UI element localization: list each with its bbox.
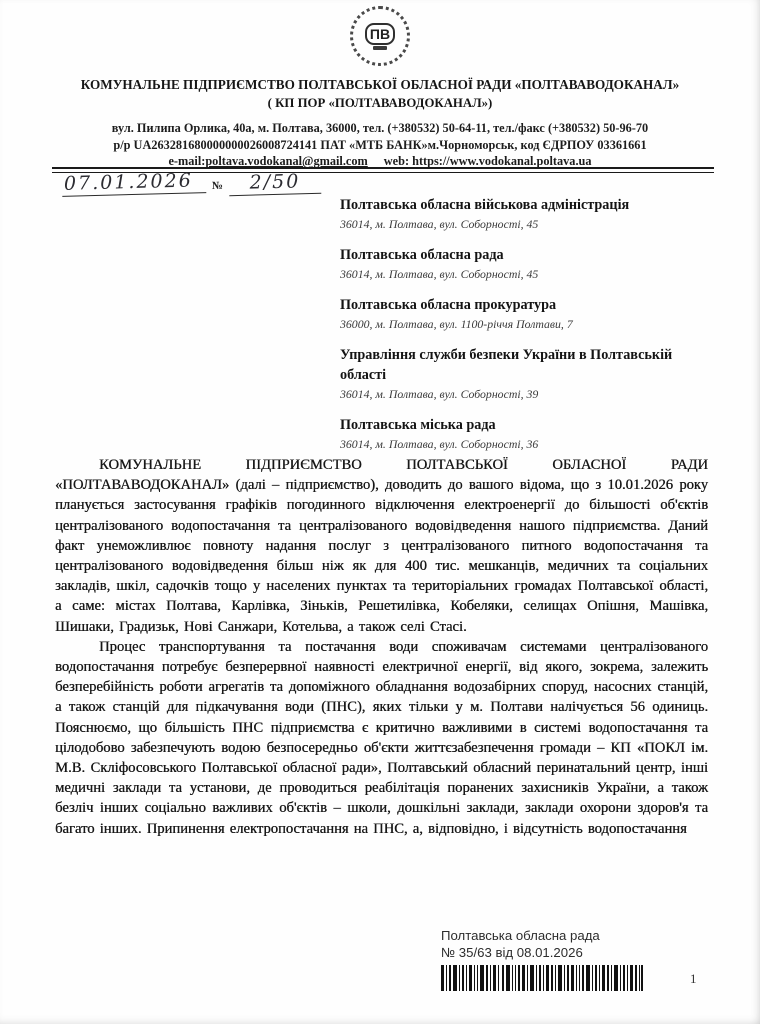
recipient: [340, 245, 690, 282]
recipient-name: Полтавська обласна військова адміністрація: [340, 197, 630, 213]
recipient-name: Полтавська обласна рада: [340, 247, 504, 263]
company-short-name: ( КП ПОР «ПОЛТАВАВОДОКАНАЛ»): [267, 96, 493, 110]
letter-body: [55, 455, 708, 839]
body-paragraph-2: Процес транспортування та постачання води споживачам системами централізованого водопостачання потребує безперервної наявності електричної енергії, від якого, зокрема, залежить безперебійність роботи агрегатів та допоміжного обладнання водозабірних споруд, насосних станцій, а також станцій для підкачування води (ПНС), яких тільки у м. Полтави налічується 56 одиниць. Пояснюємо, що більшість ПНС підприємства є критично важливими в системі водопостачання та цілодобово забезпечують водою безпосередньо об'єкти життєзабезпечення громади – КП «ПОКЛ ім. М.В. Скліфосовського Полтавської обласної ради», Полтавський обласний перинатальний центр, інші медичні заклади та установи, де проводиться реабілітація поранених захисників України, а також безліч інших соціально важливих об'єктів – школи, дошкільні заклади, заклади охорони здоров'я та багато інших. Припинення електропостачання на ПНС, а, відповідно, і відсутність водопостачання: [55, 638, 708, 837]
company-logo: [350, 6, 410, 66]
recipient: [340, 295, 690, 332]
logo-year-mark: [373, 46, 387, 50]
stamp-registration-number: № 35/63 від 08.01.2026: [441, 944, 583, 960]
recipient-name: Полтавська міська рада: [340, 417, 496, 433]
page-number: 1: [690, 971, 697, 986]
recipient: [340, 415, 690, 452]
reference-line: [62, 171, 332, 195]
recipient-address: 36014, м. Полтава, вул. Соборності, 45: [340, 267, 539, 281]
company-bank-account: р/р UA263281680000000026008724141 ПАТ «МТБ БАНК»м.Чорноморськ, код ЄДРПОУ 03361661: [113, 137, 647, 152]
recipient: [340, 195, 690, 232]
logo-monogram: ПВ: [365, 23, 395, 45]
recipient-address: 36014, м. Полтава, вул. Соборності, 39: [340, 387, 539, 401]
company-email: poltava.vodokanal@gmail.com: [205, 154, 368, 168]
recipient-name: Полтавська обласна прокуратура: [340, 297, 557, 313]
email-label: e-mail:: [168, 154, 206, 168]
company-website: web: https://www.vodokanal.poltava.ua: [383, 154, 592, 168]
letterhead-contacts: [30, 120, 730, 170]
barcode: [441, 965, 643, 991]
recipient-name: Управління служби безпеки України в Полтавській області: [340, 347, 673, 383]
recipient: [340, 345, 690, 402]
body-paragraph-1: КОМУНАЛЬНЕ ПІДПРИЄМСТВО ПОЛТАВСЬКОЇ ОБЛАСНОЇ РАДИ «ПОЛТАВАВОДОКАНАЛ» (далі – підприємство), доводить до вашого відома, що з 10.01.2026 року планується застосування графіків погодинного відключення електроенергії до більшості об'єктів централізованого водопостачання та централізованого водовідведення нашого підприємства. Даний факт унеможливлює повноту надання послуг з централізованого питного водопостачання та централізованого водовідведення більш ніж як для 400 тис. мешканців, медичних та соціальних закладів, шкіл, садочків тощо у населених пунктах та територіальних громадах Полтавської області, а саме: містах Полтава, Карлівка, Зіньків, Решетилівка, Кобеляки, селищах Опішня, Машівка, Шишаки, Градизьк, Нові Санжари, Котельва, а також селі Стасі.: [55, 457, 708, 635]
recipient-address: 36014, м. Полтава, вул. Соборності, 36: [340, 437, 539, 451]
handwritten-date: 07.01.2026: [62, 169, 207, 197]
handwritten-number: 2/50: [229, 170, 322, 196]
company-name: КОМУНАЛЬНЕ ПІДПРИЄМСТВО ПОЛТАВСЬКОЇ ОБЛАСНОЇ РАДИ «ПОЛТАВАВОДОКАНАЛ»: [80, 77, 680, 92]
recipient-address: 36000, м. Полтава, вул. 1100-річчя Полтави, 7: [340, 317, 573, 331]
stamp-organization: Полтавська обласна рада: [441, 928, 600, 943]
recipient-address: 36014, м. Полтава, вул. Соборності, 45: [340, 217, 539, 231]
registration-stamp: [441, 928, 643, 991]
number-sign: №: [212, 180, 224, 192]
recipients-block: [340, 195, 690, 465]
company-address-phone: вул. Пилипа Орлика, 40а, м. Полтава, 36000, тел. (+380532) 50-64-11, тел./факс (+380532) 50-96-70: [111, 121, 649, 135]
